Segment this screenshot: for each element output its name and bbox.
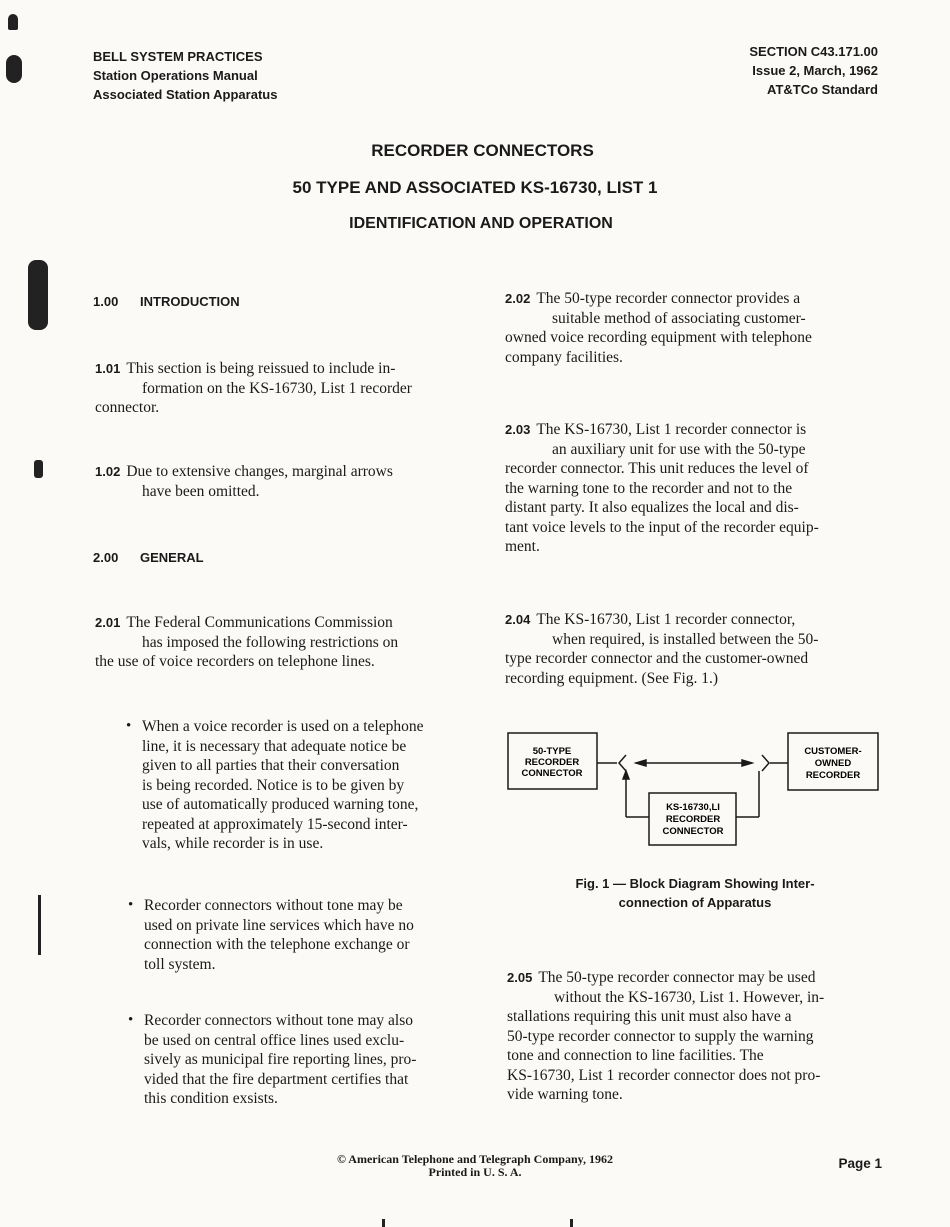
bullet-line: use of automatically produced warning tone, — [142, 796, 419, 813]
paragraph-line: the warning tone to the recorder and not to the — [505, 479, 793, 497]
paragraph-line: The 50-type recorder connector may be used — [538, 969, 816, 986]
box-customer-owned-recorder — [788, 733, 878, 790]
bullet-dot: • — [126, 718, 132, 734]
paragraph-number: 2.03 — [505, 422, 531, 437]
paragraph-line: formation on the KS-16730, List 1 recorder — [142, 379, 412, 397]
paragraph-2-03 — [505, 420, 878, 557]
page-number: Page 1 — [838, 1156, 882, 1171]
section-heading-introduction — [93, 294, 240, 309]
header-line: Station Operations Manual — [93, 68, 258, 83]
paragraph-line: owned voice recording equipment with telephone — [505, 329, 812, 346]
box-label: CONNECTOR — [521, 768, 583, 779]
paragraph-2-01 — [95, 613, 467, 672]
standard-label: AT&TCo Standard — [767, 82, 878, 97]
bullet-line: When a voice recorder is used on a telephone — [142, 718, 424, 735]
paragraph-line: tant voice levels to the input of the recorder equip- — [505, 518, 819, 536]
paragraph-line: ment. — [505, 538, 540, 555]
page-subtitle-2: IDENTIFICATION AND OPERATION — [349, 215, 613, 232]
bullet-line: repeated at approximately 15-second inter- — [142, 815, 408, 833]
paragraph-2-05 — [507, 968, 880, 1105]
bullet-item — [126, 717, 472, 854]
box-ks-16730-connector — [649, 793, 736, 845]
box-label: CONNECTOR — [662, 826, 724, 837]
paragraph-line: company facilities. — [505, 348, 623, 366]
box-label: CUSTOMER- — [804, 746, 862, 757]
header-line: BELL SYSTEM PRACTICES — [93, 49, 263, 64]
paragraph-line: This section is being reissued to include in- — [126, 360, 396, 377]
paragraph-line: KS-16730, List 1 recorder connector does not pro- — [507, 1066, 821, 1084]
bullet-line: used on private line services which have no — [144, 916, 414, 934]
paragraph-line: without the KS-16730, List 1. However, in- — [554, 988, 825, 1006]
bullet-line: sively as municipal fire reporting lines, pro- — [144, 1051, 417, 1068]
box-label: OWNED — [814, 758, 852, 769]
paragraph-1-01 — [95, 359, 467, 418]
document-header-right — [749, 42, 878, 99]
box-label: 50-TYPE — [532, 746, 572, 757]
bullet-line: is being recorded. Notice is to be given by — [142, 776, 405, 794]
paragraph-1-02 — [95, 462, 467, 501]
paragraph-number: 2.04 — [505, 612, 531, 627]
paragraph-line: suitable method of associating customer- — [552, 309, 806, 327]
binder-mark — [6, 55, 22, 83]
bullet-dot: • — [128, 897, 134, 913]
paragraph-line: the use of voice recorders on telephone lines. — [95, 653, 375, 670]
box-label: RECORDER — [665, 814, 721, 825]
bullet-dot: • — [128, 1012, 134, 1028]
paragraph-line: distant party. It also equalizes the local and dis- — [505, 499, 799, 516]
edge-mark — [570, 1219, 573, 1227]
block-diagram — [500, 725, 890, 855]
page-footer — [0, 1153, 950, 1179]
paragraph-line: Due to extensive changes, marginal arrows — [126, 463, 393, 480]
paragraph-line: recorder connector. This unit reduces the level of — [505, 460, 809, 477]
bullet-line: vals, while recorder is in use. — [142, 835, 324, 852]
paragraph-2-04 — [505, 610, 878, 688]
paragraph-line: when required, is installed between the 50- — [552, 630, 819, 648]
paragraph-line: The Federal Communications Commission — [126, 614, 393, 631]
paragraph-2-02 — [505, 289, 878, 367]
paragraph-line: have been omitted. — [142, 482, 260, 500]
binder-mark — [28, 260, 48, 330]
paragraph-line: connector. — [95, 399, 160, 416]
bullet-line: line, it is necessary that adequate notice be — [142, 737, 407, 755]
paragraph-line: an auxiliary unit for use with the 50-type — [552, 440, 806, 458]
paragraph-line: tone and connection to line facilities. The — [507, 1047, 764, 1064]
bullet-line: toll system. — [144, 955, 216, 973]
binder-mark — [8, 14, 18, 30]
paragraph-line: 50-type recorder connector to supply the warning — [507, 1027, 814, 1045]
page-subtitle: 50 TYPE AND ASSOCIATED KS-16730, LIST 1 — [292, 178, 658, 197]
box-label: RECORDER — [805, 770, 861, 781]
issue-date: Issue 2, March, 1962 — [752, 63, 878, 78]
box-50-type-connector — [508, 733, 597, 789]
paragraph-line: The KS-16730, List 1 recorder connector is — [536, 421, 807, 438]
bullet-item — [128, 1011, 474, 1109]
paragraph-line: stallations requiring this unit must also have a — [507, 1008, 792, 1025]
binder-mark — [38, 895, 41, 955]
bullet-line: vided that the fire department certifies that — [144, 1070, 409, 1088]
box-label: RECORDER — [524, 757, 580, 768]
paragraph-number: 1.01 — [95, 361, 121, 376]
edge-mark — [382, 1219, 385, 1227]
page-title: RECORDER CONNECTORS — [371, 141, 594, 160]
paragraph-line: vide warning tone. — [507, 1086, 623, 1103]
bullet-item — [128, 896, 474, 974]
paragraph-number: 1.02 — [95, 464, 121, 479]
bullet-line: Recorder connectors without tone may also — [144, 1012, 414, 1029]
header-line: Associated Station Apparatus — [93, 87, 278, 102]
bullet-line: given to all parties that their conversation — [142, 757, 400, 774]
box-label: KS-16730,LI — [666, 802, 720, 813]
section-label: INTRODUCTION — [140, 294, 240, 309]
section-number: 1.00 — [93, 294, 119, 309]
bullet-line: this condition exsists. — [144, 1090, 278, 1107]
bullet-line: Recorder connectors without tone may be — [144, 897, 403, 914]
bullet-line: connection with the telephone exchange or — [144, 936, 410, 953]
paragraph-line: The KS-16730, List 1 recorder connector, — [536, 611, 796, 628]
paragraph-line: recording equipment. (See Fig. 1.) — [505, 669, 719, 687]
document-header-left — [93, 47, 277, 104]
section-label: GENERAL — [140, 550, 204, 565]
caption-line: connection of Apparatus — [618, 895, 772, 910]
section-number: 2.00 — [93, 550, 119, 565]
paragraph-line: type recorder connector and the customer-owned — [505, 650, 809, 667]
paragraph-number: 2.02 — [505, 291, 531, 306]
bullet-line: be used on central office lines used exclu- — [144, 1031, 405, 1049]
paragraph-number: 2.05 — [507, 970, 533, 985]
paragraph-line: The 50-type recorder connector provides a — [536, 290, 801, 307]
copyright-notice: © American Telephone and Telegraph Company, 1962 — [336, 1152, 613, 1166]
paragraph-number: 2.01 — [95, 615, 121, 630]
caption-line: Fig. 1 — Block Diagram Showing Inter- — [575, 876, 815, 891]
section-number: SECTION C43.171.00 — [749, 44, 878, 59]
printed-notice: Printed in U. S. A. — [428, 1165, 522, 1179]
section-heading-general — [93, 550, 204, 565]
binder-mark — [34, 460, 43, 478]
figure-caption — [540, 874, 850, 912]
paragraph-line: has imposed the following restrictions on — [142, 633, 399, 651]
